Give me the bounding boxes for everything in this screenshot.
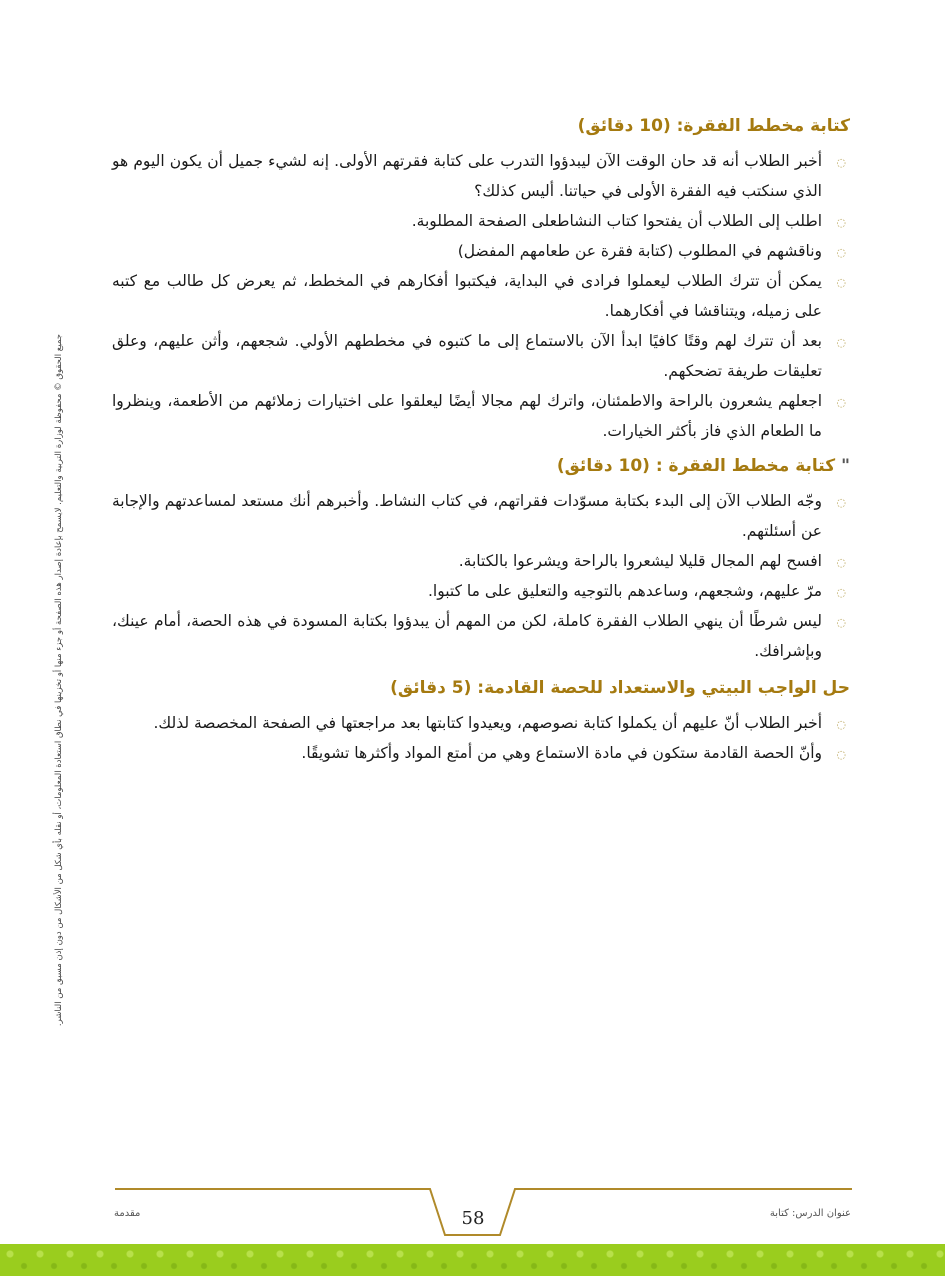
- section-3-list: [112, 708, 850, 768]
- bullet-icon: ◌: [836, 586, 846, 599]
- page-content: [112, 112, 850, 768]
- bullet-icon: ◌: [836, 216, 846, 229]
- section-3-heading: حل الواجب البيتي والاستعداد للحصة القادمة: (5 دقائق): [390, 678, 850, 698]
- list-item: ◌ وجّه الطلاب الآن إلى البدء بكتابة مسوّدات فقراتهم، في كتاب النشاط. وأخبرهم أنك مستعد لمساعدتهم والإجابة عن أسئلتهم.: [112, 486, 850, 546]
- list-item: ◌ أخبر الطلاب أنّ عليهم أن يكملوا كتابة نصوصهم، ويعيدوا كتابتها بعد مراجعتها في الصفحة المخصصة لذلك.: [112, 708, 850, 738]
- list-item: ◌ ليس شرطًا أن ينهي الطلاب الفقرة كاملة، لكن من المهم أن يبدؤوا بكتابة المسودة في هذه الحصة، أمام عينك، وبإشرافك.: [112, 606, 850, 666]
- decorative-band: [0, 1244, 945, 1276]
- list-item: ◌ يمكن أن تترك الطلاب ليعملوا فرادى في البداية، فيكتبوا أفكارهم في المخطط، ثم يعرض كل طالب مع كتبه على زميله، ويتناقشا في أفكارهما.: [112, 266, 850, 326]
- bullet-icon: ◌: [836, 748, 846, 761]
- bullet-icon: ◌: [836, 556, 846, 569]
- bullet-icon: ◌: [836, 496, 846, 509]
- footer-lesson-title: عنوان الدرس: كتابة: [769, 1208, 851, 1219]
- bullet-icon: ◌: [836, 156, 846, 169]
- quote-mark: ": [841, 456, 850, 476]
- footer-section-name: مقدمة: [114, 1208, 141, 1219]
- bullet-icon: ◌: [836, 616, 846, 629]
- section-2-list: [112, 486, 850, 666]
- list-item: ◌ وناقشهم في المطلوب (كتابة فقرة عن طعامهم المفضل): [112, 236, 850, 266]
- list-item: ◌ اجعلهم يشعرون بالراحة والاطمئنان، واترك لهم مجالا أيضًا ليعلقوا على اختيارات زملائهم من الأطعمة، وينظروا ما الطعام الذي فاز بأكثر الخيارات.: [112, 386, 850, 446]
- copyright-side-note: جميع الحقوق © محفوظة لوزارة التربية والتعليم. لايسمح بإعادة إصدار هذه الصفحة أو جزء منها أو تخزينها في نطاق استعادة المعلومات، أو نقله بأي شكل من الأشكال من دون إذن مسبق من الناشر.: [54, 333, 64, 1027]
- list-item: ◌ وأنّ الحصة القادمة ستكون في مادة الاستماع وهي من أمتع المواد وأكثرها تشويقًا.: [112, 738, 850, 768]
- bullet-icon: ◌: [836, 336, 846, 349]
- section-1-list: [112, 146, 850, 446]
- bullet-icon: ◌: [836, 276, 846, 289]
- bullet-icon: ◌: [836, 246, 846, 259]
- section-2-heading: "كتابة مخطط الفقرة : (10 دقائق): [556, 456, 850, 476]
- list-item: ◌ بعد أن تترك لهم وقتًا كافيًا ابدأ الآن بالاستماع إلى ما كتبوه في مخططهم الأولي. شجعهم، وأثن عليهم، وعلق تعليقات طريفة تضحكهم.: [112, 326, 850, 386]
- page-number: 58: [461, 1208, 485, 1229]
- bullet-icon: ◌: [836, 718, 846, 731]
- list-item: ◌ مرّ عليهم، وشجعهم، وساعدهم بالتوجيه والتعليق على ما كتبوا.: [112, 576, 850, 606]
- section-1-heading: كتابة مخطط الفقرة: (10 دقائق): [577, 116, 850, 136]
- list-item: ◌ افسح لهم المجال قليلا ليشعروا بالراحة ويشرعوا بالكتابة.: [112, 546, 850, 576]
- list-item: ◌ اطلب إلى الطلاب أن يفتحوا كتاب النشاطعلى الصفحة المطلوبة.: [112, 206, 850, 236]
- list-item: ◌ أخبر الطلاب أنه قد حان الوقت الآن ليبدؤوا التدرب على كتابة فقرتهم الأولى. إنه لشيء جميل أن يكون اليوم هو الذي سنكتب فيه الفقرة الأولى في حياتنا. أليس كذلك؟: [112, 146, 850, 206]
- bullet-icon: ◌: [836, 396, 846, 409]
